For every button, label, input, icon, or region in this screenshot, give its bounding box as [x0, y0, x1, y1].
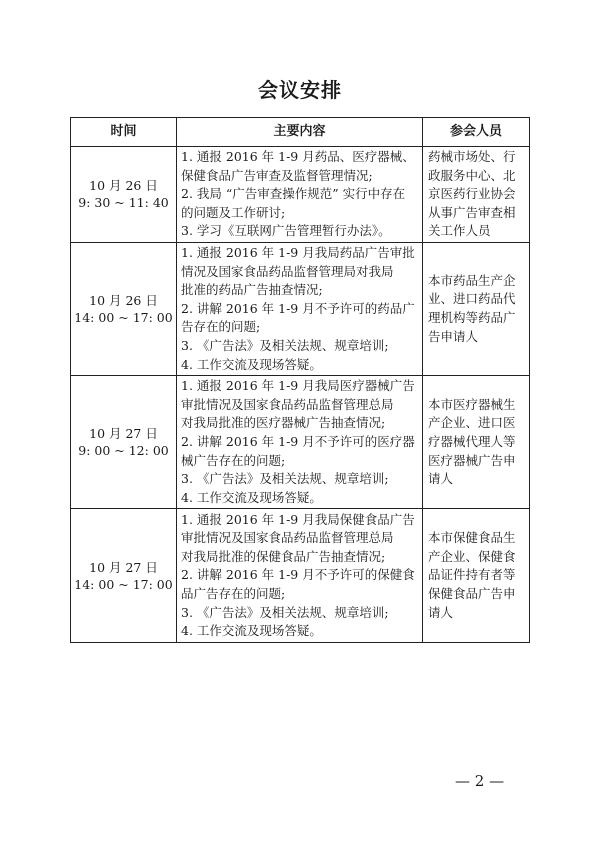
- content-line: 2. 讲解 2016 年 1-9 月不予许可的药品广: [181, 300, 415, 316]
- content-line: 3. 学习《互联网广告管理暂行办法》。: [181, 223, 391, 239]
- table-header-row: [71, 118, 530, 147]
- people-cell: [423, 376, 530, 509]
- time-text: 9: 30 ~ 11: 40: [78, 195, 169, 211]
- content-line: 对我局批准的医疗器械广告抽查情况;: [181, 415, 386, 431]
- content-line: 2. 我局 “广告审查操作规范” 实行中存在: [181, 186, 406, 202]
- content-line: 1. 通报 2016 年 1-9 月药品、医疗器械、: [181, 149, 415, 164]
- time-text: 14: 00 ~ 17: 00: [74, 310, 173, 326]
- header-people: 参会人员: [423, 118, 530, 147]
- content-line: 的问题及工作研讨;: [181, 204, 286, 220]
- time-cell: [71, 509, 177, 643]
- content-line: 审批情况及国家食品药品监督管理总局: [181, 396, 394, 412]
- date-text: 10 月 27 日: [89, 559, 158, 575]
- content-line: 1. 通报 2016 年 1-9 月我局药品广告审批: [181, 244, 415, 260]
- content-line: 3. 《广告法》及相关法规、规章培训;: [181, 604, 389, 620]
- content-line: 1. 通报 2016 年 1-9 月我局保健食品广告: [181, 511, 415, 527]
- content-cell: [177, 147, 423, 243]
- people-line: 本市医疗器械生: [428, 396, 516, 412]
- content-cell: [177, 376, 423, 509]
- content-line: 4. 工作交流及现场答疑。: [181, 489, 322, 505]
- people-line: 请人: [428, 471, 454, 487]
- time-text: 9: 00 ~ 12: 00: [78, 443, 169, 459]
- people-cell: [423, 509, 530, 643]
- people-line: 请人: [428, 604, 454, 620]
- page-number: — 2 —: [455, 772, 505, 790]
- time-cell: [71, 242, 177, 375]
- people-line: 业、进口药品代: [428, 291, 516, 307]
- people-line: 从事广告审查相: [428, 204, 516, 220]
- content-line: 告存在的问题;: [181, 319, 261, 335]
- header-time: 时间: [71, 118, 177, 147]
- people-line: 产企业、保健食: [428, 548, 516, 564]
- people-cell: [423, 242, 530, 375]
- people-line: 理机构等药品广: [428, 310, 516, 326]
- content-line: 保健食品广告审查及监督管理情况;: [181, 167, 373, 183]
- content-line: 4. 工作交流及现场答疑。: [181, 623, 322, 639]
- content-line: 4. 工作交流及现场答疑。: [181, 356, 322, 372]
- people-line: 药械市场处、行: [428, 149, 516, 164]
- content-cell: [177, 242, 423, 375]
- people-line: 京医药行业协会: [428, 186, 516, 202]
- content-line: 1. 通报 2016 年 1-9 月我局医疗器械广告: [181, 378, 415, 394]
- content-line: 械广告存在的问题;: [181, 452, 286, 468]
- page-title: 会议安排: [258, 78, 342, 102]
- people-line: 医疗器械广告申: [428, 452, 516, 468]
- people-line: 产企业、进口医: [428, 415, 516, 431]
- people-line: 品证件持有者等: [428, 567, 516, 583]
- time-cell: [71, 376, 177, 509]
- people-line: 本市药品生产企: [428, 272, 516, 288]
- header-content: 主要内容: [177, 118, 423, 147]
- content-cell: [177, 509, 423, 643]
- people-line: 疗器械代理人等: [428, 433, 516, 449]
- people-line: 告申请人: [428, 328, 479, 344]
- people-line: 政服务中心、北: [428, 167, 516, 183]
- content-line: 批准的药品广告抽查情况;: [181, 282, 323, 298]
- content-line: 3. 《广告法》及相关法规、规章培训;: [181, 471, 389, 487]
- people-cell: [423, 147, 530, 243]
- time-text: 14: 00 ~ 17: 00: [74, 576, 173, 592]
- table-row: [71, 509, 530, 643]
- table-row: [71, 376, 530, 509]
- date-text: 10 月 26 日: [89, 178, 158, 194]
- schedule-table: [70, 117, 530, 643]
- table-row: [71, 147, 530, 243]
- people-line: 本市保健食品生: [428, 530, 516, 546]
- content-line: 情况及国家食品药品监督管理局对我局: [181, 263, 394, 279]
- date-text: 10 月 26 日: [89, 293, 158, 309]
- content-line: 3. 《广告法》及相关法规、规章培训;: [181, 337, 389, 353]
- time-cell: [71, 147, 177, 243]
- content-line: 品广告存在的问题;: [181, 586, 286, 602]
- content-line: 审批情况及国家食品药品监督管理总局: [181, 530, 394, 546]
- content-line: 2. 讲解 2016 年 1-9 月不予许可的保健食: [181, 567, 415, 583]
- content-line: 2. 讲解 2016 年 1-9 月不予许可的医疗器: [181, 433, 415, 449]
- people-line: 关工作人员: [428, 223, 491, 239]
- content-line: 对我局批准的保健食品广告抽查情况;: [181, 548, 386, 564]
- people-line: 保健食品广告申: [428, 586, 516, 602]
- date-text: 10 月 27 日: [89, 426, 158, 442]
- table-row: [71, 242, 530, 375]
